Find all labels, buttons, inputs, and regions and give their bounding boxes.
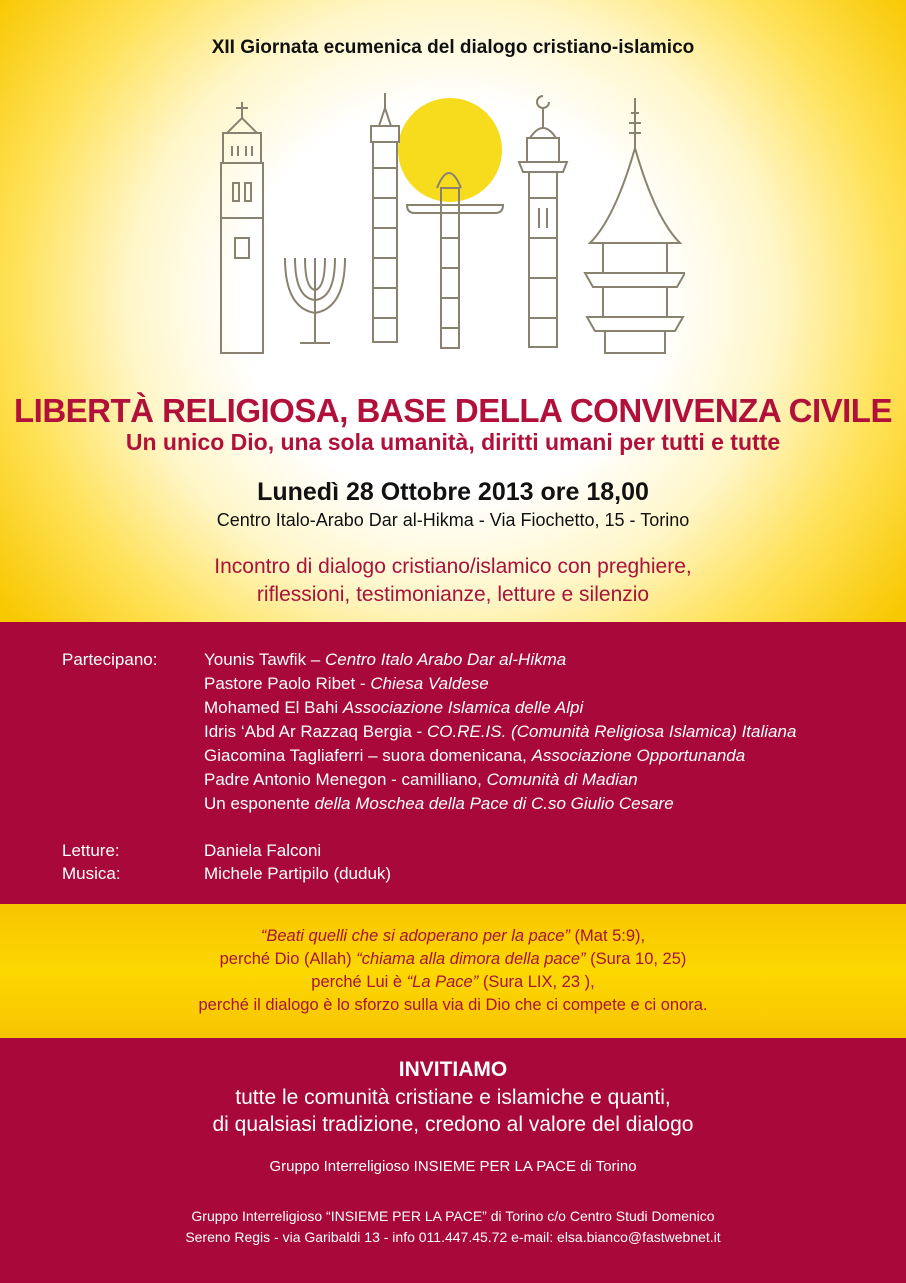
header-area [0, 0, 906, 622]
music-value: Michele Partipilo (duduk) [204, 864, 392, 883]
participant-item: Mohamed El Bahi Associazione Islamica delle Alpi [204, 698, 584, 717]
intro-text [0, 553, 906, 609]
invitation-text [0, 1084, 906, 1138]
participants-section [0, 622, 906, 904]
participant-item: Idris ‘Abd Ar Razzaq Bergia - CO.RE.IS. (Comunità Religiosa Islamica) Italiana [204, 722, 797, 741]
bell-tower-icon [221, 102, 263, 353]
participant-item: Giacomina Tagliaferri – suora domenicana, Associazione Opportunanda [204, 746, 746, 765]
pretitle: XII Giornata ecumenica del dialogo cristiano-islamico [211, 37, 695, 58]
readings-label: Letture: [62, 841, 120, 860]
religious-buildings-illustration [205, 88, 685, 373]
quote-line: perché il dialogo è lo sforzo sulla via di Dio che ci compete e ci onora. [198, 996, 708, 1014]
main-title: LIBERTÀ RELIGIOSA, BASE DELLA CONVIVENZA CIVILE [14, 392, 892, 429]
footer-line: Gruppo Interreligioso “INSIEME PER LA PACE” di Torino c/o Centro Studi Domenico [191, 1208, 715, 1224]
footer-line: Sereno Regis - via Garibaldi 13 - info 011.447.45.72 e-mail: elsa.bianco@fastwebnet.it [185, 1229, 721, 1245]
contact-footer [0, 1206, 906, 1248]
sun-icon [398, 98, 502, 202]
participants-label: Partecipano: [62, 650, 158, 669]
column-icon [371, 93, 399, 342]
invitation-line: di qualsiasi tradizione, credono al valore del dialogo [212, 1113, 694, 1136]
readings-value: Daniela Falconi [204, 841, 322, 860]
quote-line: perché Dio (Allah) “chiama alla dimora della pace” (Sura 10, 25) [219, 950, 687, 968]
intro-line: riflessioni, testimonianze, letture e silenzio [256, 583, 650, 606]
minaret-icon [519, 96, 567, 347]
invitation-heading: INVITIAMO [398, 1058, 508, 1081]
quote-section [0, 904, 906, 1038]
intro-line: Incontro di dialogo cristiano/islamico con preghiere, [214, 555, 692, 578]
participant-item: Pastore Paolo Ribet - Chiesa Valdese [204, 674, 489, 693]
menorah-icon [285, 258, 345, 343]
participant-item: Un esponente della Moschea della Pace di C.so Giulio Cesare [204, 794, 674, 813]
invitation-line: tutte le comunità cristiane e islamiche e quanti, [235, 1086, 671, 1109]
organizer-name: Gruppo Interreligioso INSIEME PER LA PACE di Torino [269, 1158, 637, 1175]
participant-item: Padre Antonio Menegon - camilliano, Comunità di Madian [204, 770, 638, 789]
subtitle: Un unico Dio, una sola umanità, diritti umani per tutti e tutte [125, 429, 781, 455]
event-date: Lunedì 28 Ottobre 2013 ore 18,00 [257, 478, 649, 506]
quote-line: perché Lui è “La Pace” (Sura LIX, 23 ), [311, 973, 595, 991]
pagoda-icon [585, 98, 685, 353]
quote-line: “Beati quelli che si adoperano per la pace” (Mat 5:9), [260, 927, 646, 945]
music-label: Musica: [62, 864, 121, 883]
event-venue: Centro Italo-Arabo Dar al-Hikma - Via Fiochetto, 15 - Torino [216, 510, 690, 530]
participant-item: Younis Tawfik – Centro Italo Arabo Dar al-Hikma [204, 650, 567, 669]
invitation-section [0, 1038, 906, 1283]
